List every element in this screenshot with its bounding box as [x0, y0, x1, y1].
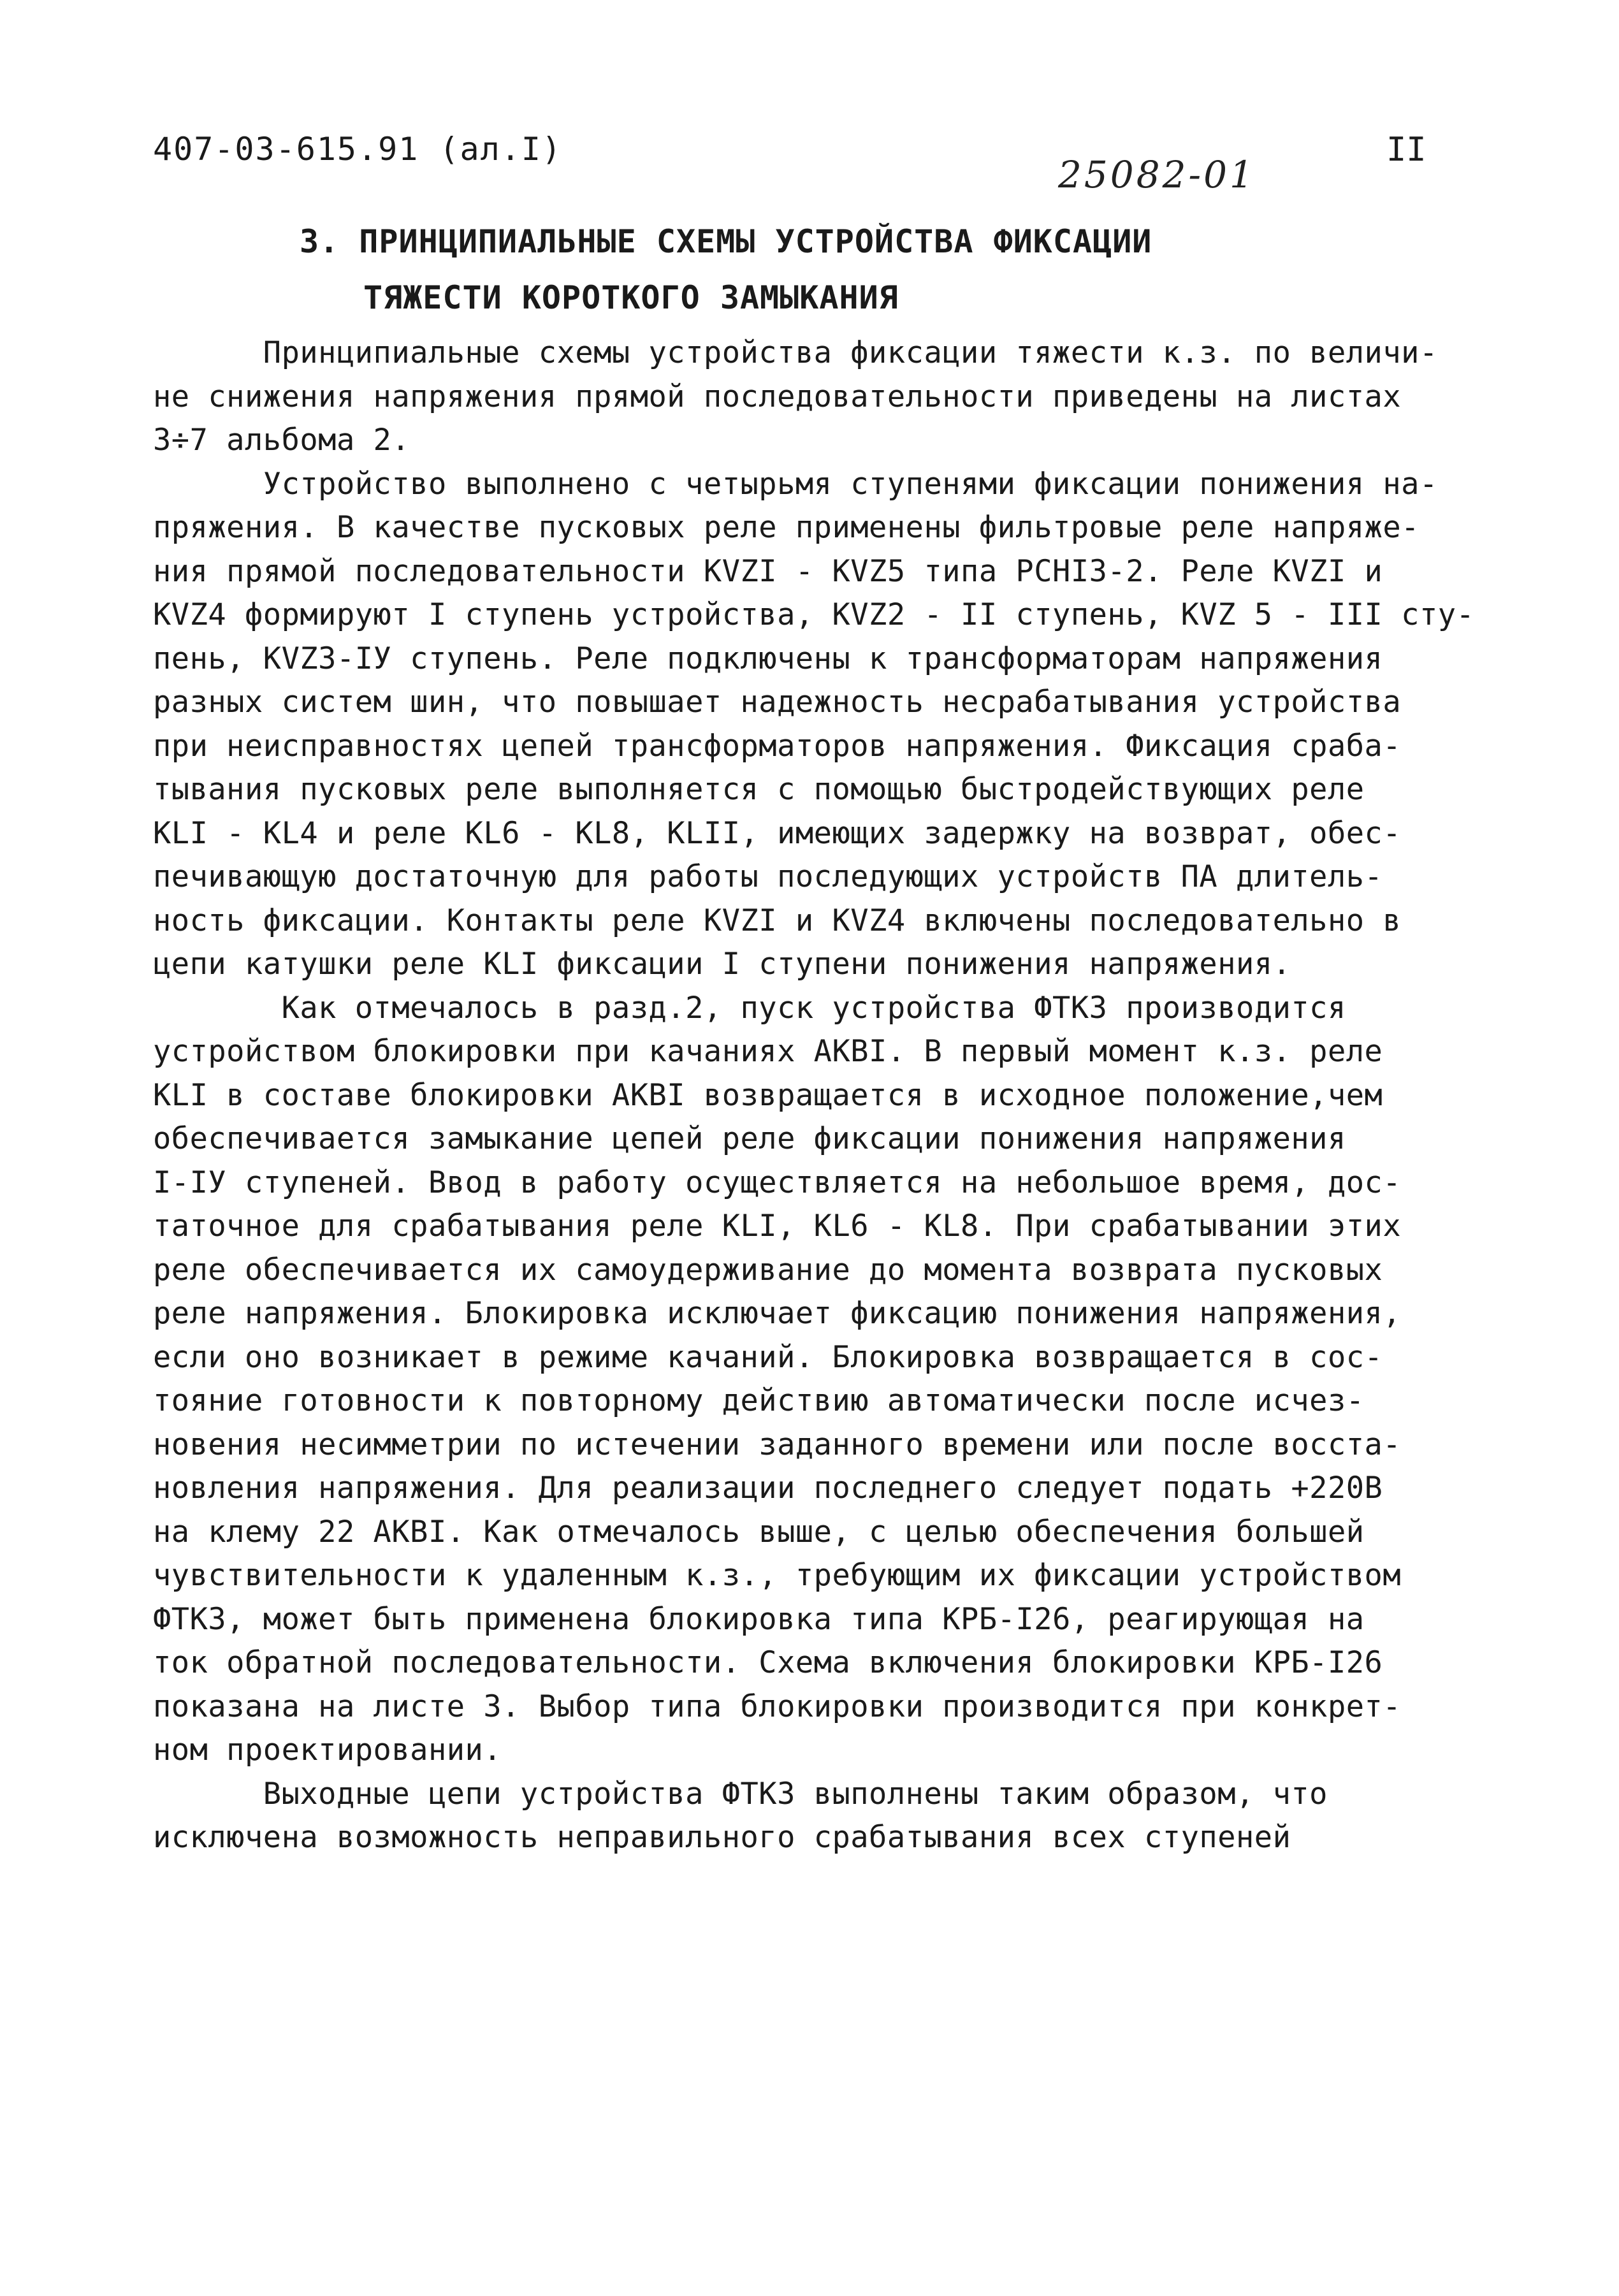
text-line: KVZ4 формируют I ступень устройства, KVZ2 - II ступень, KVZ 5 - III сту- — [153, 597, 1475, 632]
text-line: Как отмечалось в разд.2, пуск устройства ФТКЗ производится — [153, 990, 1346, 1026]
text-line: пряжения. В качестве пусковых реле применены фильтровые реле напряже- — [153, 510, 1419, 545]
section-title-line-2: ТЯЖЕСТИ КОРОТКОГО ЗАМЫКАНИЯ — [363, 279, 899, 316]
text-line: цепи катушки реле KLI фиксации I ступени понижения напряжения. — [153, 947, 1291, 982]
text-line: новления напряжения. Для реализации последнего следует подать +220В — [153, 1471, 1383, 1506]
page-number: II — [1386, 131, 1427, 169]
text-line: 3÷7 альбома 2. — [153, 423, 410, 458]
text-line: печивающую достаточную для работы последующих устройств ПА длитель- — [153, 859, 1383, 894]
section-title-line-1: 3. ПРИНЦИПИАЛЬНЫЕ СХЕМЫ УСТРОЙСТВА ФИКСАЦИИ — [300, 223, 1152, 260]
handwritten-number: 25082-01 — [1058, 153, 1256, 196]
text-line: устройством блокировки при качаниях АКВI. В первый момент к.з. реле — [153, 1034, 1383, 1069]
document-code: 407-03-615.91 (ал.I) — [153, 131, 563, 168]
text-line: KLI - KL4 и реле KL6 - KL8, KLII, имеющих задержку на возврат, обес- — [153, 815, 1402, 851]
text-line: обеспечивается замыкание цепей реле фиксации понижения напряжения — [153, 1121, 1346, 1156]
text-line: тояние готовности к повторному действию автоматически после исчез- — [153, 1383, 1365, 1418]
text-line: на клему 22 АКВI. Как отмечалось выше, с целью обеспечения большей — [153, 1514, 1365, 1550]
text-line: не снижения напряжения прямой последовательности приведены на листах — [153, 379, 1402, 414]
text-line: ном проектировании. — [153, 1733, 502, 1768]
text-line: таточное для срабатывания реле KLI, KL6 - KL8. При срабатывании этих — [153, 1209, 1402, 1244]
text-line: при неисправностях цепей трансформаторов напряжения. Фиксация сраба- — [153, 728, 1402, 764]
text-line: KLI в составе блокировки АКВI возвращается в исходное положение,чем — [153, 1077, 1383, 1113]
text-line: I-IУ ступеней. Ввод в работу осуществляется на небольшое время, дос- — [153, 1165, 1402, 1200]
text-line: ность фиксации. Контакты реле KVZI и KVZ4 включены последовательно в — [153, 903, 1402, 938]
text-line: чувствительности к удаленным к.з., требующим их фиксации устройством — [153, 1558, 1402, 1593]
text-line: тывания пусковых реле выполняется с помощью быстродействующих реле — [153, 772, 1365, 807]
body-text — [153, 331, 1492, 1860]
text-line: Принципиальные схемы устройства фиксации тяжести к.з. по величи- — [153, 335, 1438, 370]
text-line: новения несимметрии по истечении заданного времени или после восста- — [153, 1427, 1402, 1462]
section-title — [300, 214, 1152, 326]
text-line: реле обеспечивается их самоудерживание до момента возврата пусковых — [153, 1252, 1383, 1288]
text-line: ния прямой последовательности KVZI - KVZ5 типа РСНI3-2. Реле KVZI и — [153, 553, 1383, 589]
text-line: исключена возможность неправильного срабатывания всех ступеней — [153, 1820, 1291, 1855]
text-line: Устройство выполнено с четырьмя ступенями фиксации понижения на- — [153, 466, 1438, 502]
text-line: ФТКЗ, может быть применена блокировка типа КРБ-I26, реагирующая на — [153, 1601, 1365, 1637]
text-line: Выходные цепи устройства ФТКЗ выполнены таким образом, что — [153, 1776, 1328, 1812]
text-line: показана на листе 3. Выбор типа блокировки производится при конкрет- — [153, 1689, 1402, 1724]
text-line: разных систем шин, что повышает надежность несрабатывания устройства — [153, 685, 1402, 720]
text-line: пень, KVZ3-IУ ступень. Реле подключены к трансформаторам напряжения — [153, 641, 1383, 676]
text-line: если оно возникает в режиме качаний. Блокировка возвращается в сос- — [153, 1339, 1383, 1375]
text-line: ток обратной последовательности. Схема включения блокировки КРБ-I26 — [153, 1645, 1383, 1680]
text-line: реле напряжения. Блокировка исключает фиксацию понижения напряжения, — [153, 1296, 1402, 1331]
